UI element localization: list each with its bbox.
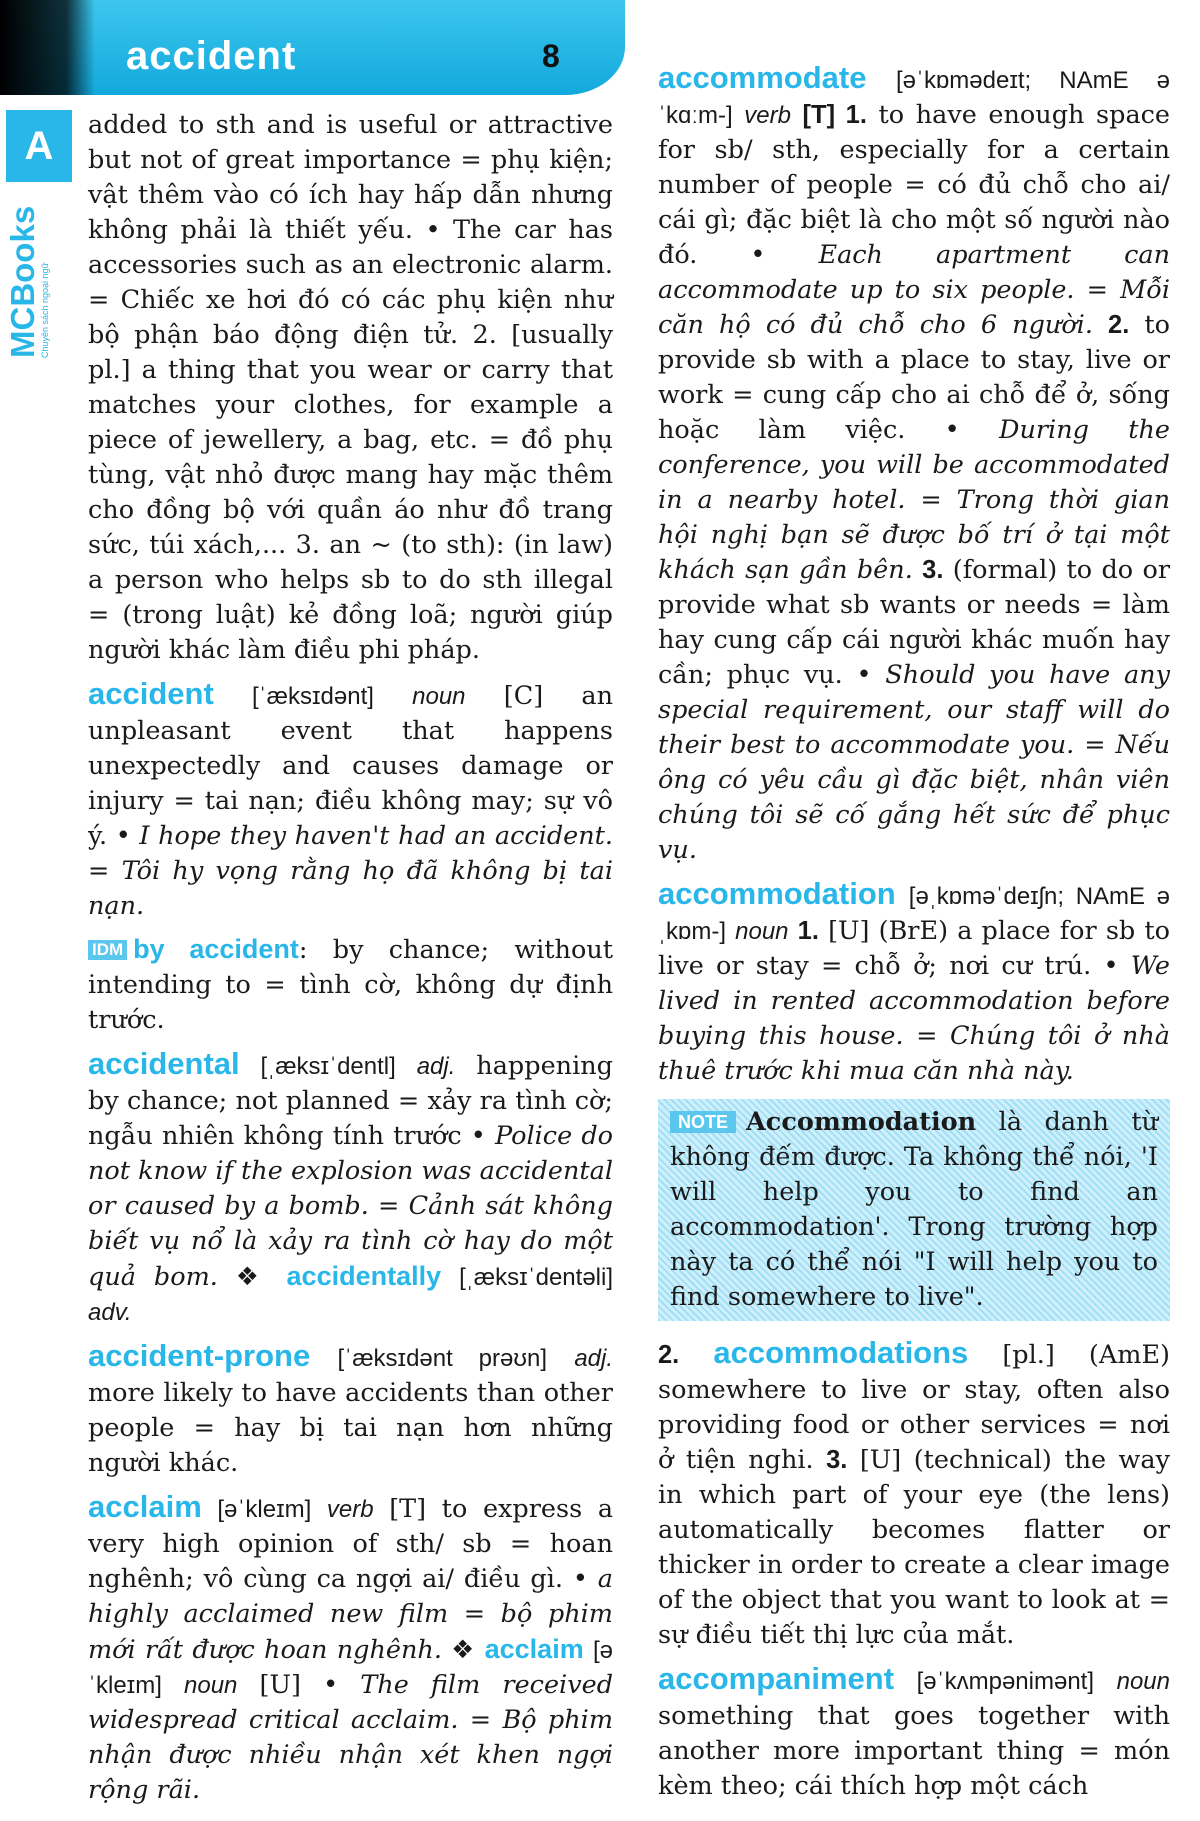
- sense-definition: to provide sb with a place to stay, live or work = cung cấp cho ai chỗ để ở, sống hoặc làm việc.: [658, 310, 1170, 445]
- note-tag: NOTE: [670, 1111, 736, 1133]
- left-column: [88, 108, 613, 1816]
- header-shadow: [0, 0, 95, 95]
- headword: accident: [88, 676, 214, 711]
- definition: more likely to have accidents than other people = hay bị tai nạn hơn những người khác.: [88, 1378, 613, 1478]
- phonetic: [əˈkʌmpənimənt]: [916, 1668, 1095, 1695]
- headword: accommodations: [713, 1335, 969, 1370]
- entry-accidental: [88, 1046, 613, 1330]
- sense-example: Each apartment can accommodate up to six people. = Mỗi căn hộ có đủ chỗ cho 6 người.: [658, 240, 1171, 340]
- sense-number: 2.: [658, 1341, 680, 1369]
- sense-definition: [pl.] (AmE) somewhere to live or stay, often also providing food or other services = nơi ở tiện nghi.: [658, 1340, 1171, 1475]
- part-of-speech: verb: [326, 1496, 374, 1523]
- bullet: •: [750, 240, 766, 270]
- derived-word: accidentally: [286, 1261, 442, 1291]
- derived-pos: adv.: [88, 1299, 132, 1326]
- idiom-phrase: by accident: [133, 934, 299, 964]
- derived-word: acclaim: [484, 1634, 584, 1664]
- phonetic: [ˌæksɪˈdentl]: [260, 1053, 396, 1080]
- sense-definition: to have enough space for sb/ sth, especially for a certain number of people = có đủ chỗ cho ai/ cái gì; đặc biệt là cho một số người nào đó.: [658, 100, 1171, 270]
- idiom-tag: IDM: [88, 940, 127, 960]
- note-text: là danh từ không đếm được. Ta không thể nói, 'I will help you to find an accommodation'. Trong trường hợp này ta có thể nói "I will help you to find somewhere to live".: [670, 1107, 1158, 1312]
- phonetic: [ˈæksɪdənt]: [252, 683, 374, 710]
- entry-acclaim: [88, 1489, 613, 1808]
- idiom-definition: : by chance; without intending to = tình cờ, không dự định trước.: [88, 935, 613, 1035]
- derived-definition: [U]: [259, 1670, 301, 1700]
- entry-accident: [88, 676, 613, 924]
- derived-phonetic: [ˌæksɪˈdentəli]: [459, 1264, 614, 1291]
- entry-accident-prone: [88, 1338, 613, 1481]
- header-guide-word: accident: [126, 34, 297, 78]
- bullet: •: [572, 1564, 588, 1594]
- running-header: [0, 0, 625, 95]
- headword: accidental: [88, 1046, 240, 1081]
- phonetic: [əˌkɒməˈdeɪʃn; NAmE əˌkɒm-]: [658, 883, 1171, 945]
- part-of-speech: adj.: [416, 1053, 456, 1080]
- definition: happening by chance; not planned = xảy ra tình cờ; ngẫu nhiên không tính trước: [88, 1051, 613, 1151]
- entry-accommodation: [658, 876, 1170, 1089]
- example: a highly acclaimed new film = bộ phim mới rất được hoan nghênh.: [88, 1564, 613, 1665]
- idiom-by-accident: [88, 932, 613, 1038]
- sense-number: 3.: [826, 1446, 848, 1474]
- example: I hope they haven't had an accident. = Tôi hy vọng rằng họ đã không bị tai nạn.: [88, 821, 614, 921]
- part-of-speech: adj.: [574, 1345, 614, 1372]
- derived-pos: noun: [184, 1672, 238, 1699]
- phonetic: [əˈkleɪm]: [217, 1496, 312, 1523]
- sense-definition: (formal) to do or provide what sb wants or needs = làm hay cung cấp cái người khác muốn hay cần; phục vụ.: [658, 555, 1171, 690]
- part-of-speech: noun: [735, 918, 789, 945]
- bullet: •: [470, 1121, 486, 1151]
- bullet: •: [115, 821, 131, 851]
- headword: accommodation: [658, 876, 896, 911]
- entry-accommodations: [658, 1335, 1170, 1653]
- phonetic: [əˈkɒmədeɪt; NAmE əˈkɑːm-]: [658, 67, 1170, 129]
- headword: accident-prone: [88, 1338, 311, 1373]
- page-number: 8: [542, 38, 560, 74]
- headword: accommodate: [658, 60, 867, 95]
- phonetic: [ˈæksɪdənt prəʊn]: [337, 1345, 547, 1372]
- bullet: •: [1103, 951, 1119, 981]
- bullet: •: [944, 415, 960, 445]
- publisher-logo: [4, 198, 64, 358]
- letter-tab: A: [6, 110, 72, 182]
- publisher-name: MCBooks: [4, 205, 41, 358]
- headword: acclaim: [88, 1489, 202, 1524]
- sense-number: 2.: [1108, 311, 1130, 339]
- derived-example: The film received widespread critical acclaim. = Bộ phim nhận được nhiều nhận xét khen ngợi rộng rãi.: [88, 1670, 614, 1805]
- part-of-speech: noun: [1116, 1668, 1170, 1695]
- right-column: [658, 60, 1170, 1812]
- usage-note: [658, 1099, 1170, 1321]
- sense-number: 1.: [797, 917, 819, 945]
- derivative-icon: ❖: [451, 1635, 476, 1665]
- sense-example: During the conference, you will be accommodated in a nearby hotel. = Trong thời gian hội nghị bạn sẽ được bố trí ở tại một khách sạn gần bên.: [658, 415, 1170, 585]
- part-of-speech: verb: [744, 102, 791, 129]
- sense-definition: [U] (BrE) a place for sb to live or stay = chỗ ở; nơi cư trú.: [658, 916, 1170, 981]
- definition: [T] to express a very high opinion of sth/ sb = hoan nghênh; vô cùng ca ngợi ai/ điều gì.: [88, 1494, 614, 1594]
- bullet: •: [323, 1670, 339, 1700]
- entry-accompaniment: [658, 1661, 1170, 1804]
- part-of-speech: noun: [412, 683, 466, 710]
- derivative-icon: ❖: [235, 1262, 269, 1292]
- note-title: Accommodation: [746, 1107, 977, 1137]
- example: Police do not know if the explosion was accidental or caused by a bomb. = Cảnh sát không biết vụ nổ là xảy ra tình cờ hay do một quả bom.: [88, 1121, 613, 1292]
- sense-example: Should you have any special requirement, our staff will do their best to accommodate you. = Nếu ông có yêu cầu gì đặc biệt, nhân viên chúng tôi sẽ cố gắng hết sức để phục vụ.: [658, 660, 1170, 865]
- continuation-text: added to sth and is useful or attractive but not of great importance = phụ kiện; vật thêm vào có ích hay hấp dẫn nhưng không phải là thiết yếu. • The car has accessories such as an electronic alarm. = Chiếc xe hơi đó có các phụ kiện như bộ phận báo động điện tử. 2. [usually pl.] a thing that you wear or carry that matches your clothes, for example a piece of jewellery, a bag, etc. = đồ phụ tùng, vật nhỏ được mang hay mặc thêm cho đồng bộ với quần áo như đồ trang sức, túi xách,... 3. an ~ (to sth): (in law) a person who helps sb to do sth illegal = (trong luật) kẻ đồng loã; người giúp người khác làm điều phi pháp.: [88, 110, 613, 665]
- sense-number: [T] 1.: [802, 101, 867, 129]
- bullet: •: [856, 660, 872, 690]
- publisher-tagline: Chuyên sách ngoại ngữ: [40, 262, 50, 358]
- entry-continuation: [88, 108, 613, 668]
- sense-number: 3.: [922, 556, 944, 584]
- entry-accommodate: [658, 60, 1170, 868]
- definition: something that goes together with another more important thing = món kèm theo; cái thích hợp một cách: [658, 1701, 1170, 1801]
- derived-phonetic: [əˈkleɪm]: [88, 1637, 614, 1699]
- headword: accompaniment: [658, 1661, 895, 1696]
- sense-definition: [U] (technical) the way in which part of your eye (the lens) automatically becomes flatter or thicker in order to create a clear image of the object that you want to look at = sự điều tiết thị lực của mắt.: [658, 1445, 1170, 1650]
- definition: [C] an unpleasant event that happens unexpectedly and causes damage or injury = tai nạn; điều không may; sự vô ý.: [88, 681, 613, 851]
- sense-example: We lived in rented accommodation before buying this house. = Chúng tôi ở nhà thuê trước khi mua căn nhà này.: [658, 951, 1171, 1086]
